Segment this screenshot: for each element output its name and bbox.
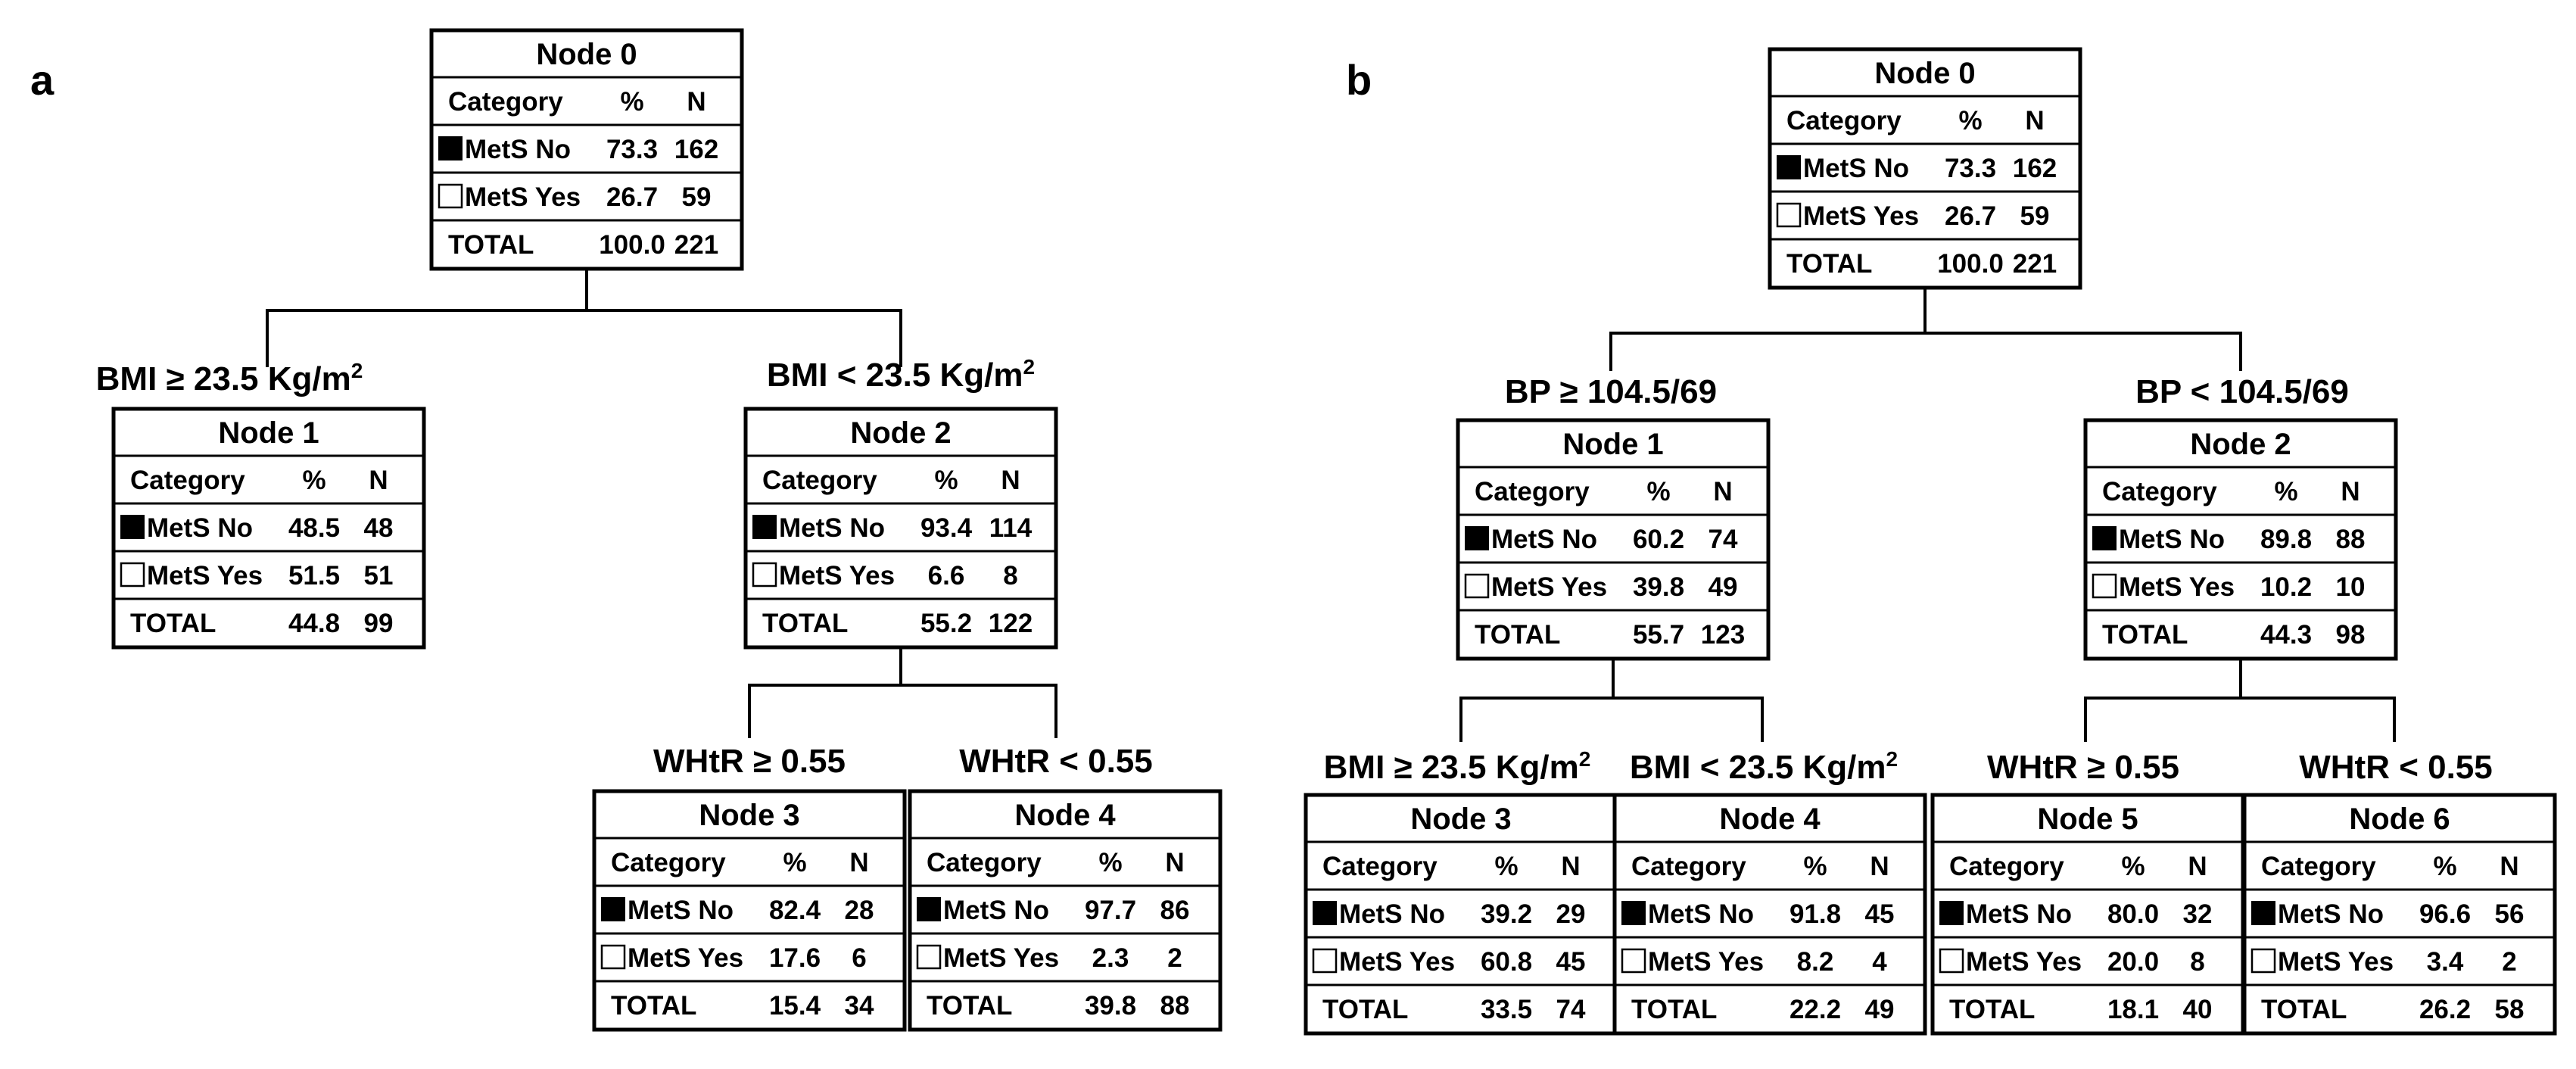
total-row-category: TOTAL — [2102, 620, 2188, 650]
node-title: Node 6 — [2349, 803, 2450, 836]
mets-yes-row-category: MetS Yes — [1966, 947, 2082, 977]
total-row-n: 88 — [1160, 991, 1190, 1021]
mets-yes-row-percent: 3.4 — [2426, 947, 2464, 977]
split-condition-label: BMI < 23.5 $Kg/m^2$ — [766, 355, 1036, 394]
node-box-b0 — [1770, 49, 2080, 288]
total-row-n: 58 — [2494, 995, 2525, 1024]
mets-no-row-category: MetS No — [2119, 525, 2225, 554]
total-row-percent: 55.2 — [920, 609, 973, 638]
header-row-category: Category — [927, 848, 1042, 877]
total-row-n: 98 — [2335, 620, 2366, 650]
mets-yes-row-percent: 2.3 — [1092, 943, 1129, 973]
mets-yes-row-n: 2 — [2502, 947, 2517, 977]
tree-connector — [749, 647, 1056, 738]
total-row-percent: 18.1 — [2107, 995, 2160, 1024]
mets-no-row-n: 162 — [2012, 154, 2057, 183]
node-title: Node 4 — [1014, 799, 1116, 832]
node-box-a0 — [431, 30, 742, 269]
node-box-a4 — [910, 791, 1220, 1030]
mets-no-row-percent: 39.2 — [1480, 899, 1533, 929]
total-row-percent: 55.7 — [1632, 620, 1685, 650]
total-row-category: TOTAL — [2261, 995, 2347, 1024]
mets-no-row-percent: 97.7 — [1084, 896, 1137, 925]
header-row-category: Category — [1786, 106, 1902, 136]
mets-no-row-category: MetS No — [779, 513, 885, 543]
mets-no-row-percent: 80.0 — [2107, 899, 2160, 929]
total-row-category: TOTAL — [1475, 620, 1561, 650]
mets-no-row-category: MetS No — [1803, 154, 1909, 183]
mets-no-row-category: MetS No — [2278, 899, 2384, 929]
node-title: Node 3 — [699, 799, 800, 832]
mets-yes-row-percent: 6.6 — [927, 561, 965, 591]
mets-no-row-category: MetS No — [1648, 899, 1754, 929]
node-box-b2 — [2085, 420, 2396, 659]
total-row-category: TOTAL — [762, 609, 849, 638]
header-row-percent: % — [1098, 848, 1123, 877]
header-row-category: Category — [611, 848, 726, 877]
node-title: Node 2 — [850, 416, 952, 450]
mets-no-row-percent: 73.3 — [606, 135, 659, 164]
header-row-n: N — [1165, 848, 1185, 877]
total-row-category: TOTAL — [611, 991, 697, 1021]
header-row-category: Category — [130, 466, 245, 495]
mets-no-row-category: MetS No — [628, 896, 734, 925]
empty-square-icon — [1466, 575, 1488, 597]
total-row-percent: 44.3 — [2260, 620, 2313, 650]
mets-yes-row-category: MetS Yes — [2278, 947, 2394, 977]
mets-yes-row-category: MetS Yes — [2119, 572, 2235, 602]
mets-no-row-n: 45 — [1864, 899, 1895, 929]
split-condition-label: BMI ≥ 23.5 $Kg/m^2$ — [1323, 747, 1591, 786]
mets-no-row-percent: 89.8 — [2260, 525, 2313, 554]
node-title: Node 4 — [1719, 803, 1821, 836]
node-title: Node 1 — [218, 416, 319, 450]
total-row-n: 74 — [1556, 995, 1586, 1024]
header-row-n: N — [1713, 477, 1733, 506]
mets-yes-row-n: 6 — [852, 943, 867, 973]
mets-no-row-category: MetS No — [1339, 899, 1445, 929]
mets-yes-row-n: 45 — [1556, 947, 1586, 977]
header-row-category: Category — [1322, 852, 1438, 881]
mets-no-row-n: 162 — [674, 135, 719, 164]
header-row-n: N — [2188, 852, 2207, 881]
total-row-category: TOTAL — [1786, 249, 1873, 279]
mets-no-row-n: 74 — [1708, 525, 1738, 554]
mets-no-row-n: 86 — [1160, 896, 1190, 925]
tree-connector — [1611, 288, 2241, 371]
mets-yes-row-percent: 60.8 — [1480, 947, 1533, 977]
empty-square-icon — [753, 563, 776, 586]
total-row-category: TOTAL — [1949, 995, 2036, 1024]
filled-square-icon — [1466, 527, 1488, 550]
split-condition-label: BMI < 23.5 $Kg/m^2$ — [1629, 747, 1899, 786]
header-row-category: Category — [2102, 477, 2217, 506]
header-row-percent: % — [302, 466, 326, 495]
mets-yes-row-category: MetS Yes — [1803, 201, 1920, 231]
mets-yes-row-category: MetS Yes — [147, 561, 263, 591]
mets-yes-row-percent: 51.5 — [288, 561, 341, 591]
filled-square-icon — [439, 137, 462, 160]
header-row-percent: % — [1646, 477, 1671, 506]
header-row-n: N — [1561, 852, 1581, 881]
header-row-percent: % — [934, 466, 958, 495]
mets-yes-row-percent: 26.7 — [606, 182, 659, 212]
panel-label-a: a — [30, 56, 55, 104]
mets-no-row-percent: 96.6 — [2419, 899, 2472, 929]
mets-no-row-percent: 48.5 — [288, 513, 341, 543]
total-row-percent: 22.2 — [1789, 995, 1842, 1024]
header-row-n: N — [1870, 852, 1889, 881]
header-row-percent: % — [1803, 852, 1827, 881]
empty-square-icon — [1622, 949, 1645, 972]
mets-no-row-percent: 73.3 — [1944, 154, 1997, 183]
mets-no-row-percent: 91.8 — [1789, 899, 1842, 929]
filled-square-icon — [2252, 902, 2275, 924]
mets-no-row-n: 88 — [2335, 525, 2366, 554]
header-row-n: N — [369, 466, 388, 495]
mets-yes-row-n: 2 — [1167, 943, 1182, 973]
mets-no-row-n: 114 — [989, 513, 1033, 543]
mets-no-row-category: MetS No — [1491, 525, 1597, 554]
node-box-b4 — [1615, 795, 1925, 1033]
filled-square-icon — [2093, 527, 2116, 550]
mets-yes-row-category: MetS Yes — [1491, 572, 1608, 602]
split-condition-label: BP < 104.5/69 — [2135, 373, 2349, 410]
mets-yes-row-n: 59 — [2020, 201, 2050, 231]
total-row-category: TOTAL — [1322, 995, 1409, 1024]
total-row-percent: 26.2 — [2419, 995, 2472, 1024]
node-box-b3 — [1306, 795, 1616, 1033]
empty-square-icon — [439, 185, 462, 207]
node-box-b5 — [1933, 795, 2243, 1033]
header-row-percent: % — [620, 87, 644, 117]
header-row-category: Category — [1631, 852, 1746, 881]
mets-no-row-category: MetS No — [147, 513, 253, 543]
empty-square-icon — [1313, 949, 1336, 972]
filled-square-icon — [1777, 156, 1800, 179]
header-row-category: Category — [1949, 852, 2064, 881]
header-row-percent: % — [1958, 106, 1983, 136]
mets-yes-row-percent: 26.7 — [1944, 201, 1997, 231]
split-condition-label: WHtR ≥ 0.55 — [653, 743, 846, 780]
split-condition-label: BP ≥ 104.5/69 — [1504, 373, 1718, 410]
total-row-n: 49 — [1864, 995, 1895, 1024]
mets-yes-row-category: MetS Yes — [943, 943, 1060, 973]
empty-square-icon — [2093, 575, 2116, 597]
header-row-percent: % — [783, 848, 807, 877]
filled-square-icon — [121, 516, 144, 538]
total-row-percent: 44.8 — [288, 609, 341, 638]
panel-label-b: b — [1346, 56, 1372, 104]
mets-yes-row-n: 59 — [681, 182, 712, 212]
filled-square-icon — [602, 898, 625, 921]
node-title: Node 0 — [1874, 57, 1976, 90]
empty-square-icon — [917, 946, 940, 968]
mets-yes-row-category: MetS Yes — [465, 182, 581, 212]
filled-square-icon — [753, 516, 776, 538]
mets-yes-row-category: MetS Yes — [1339, 947, 1456, 977]
empty-square-icon — [602, 946, 625, 968]
mets-no-row-n: 32 — [2182, 899, 2213, 929]
mets-yes-row-category: MetS Yes — [1648, 947, 1765, 977]
mets-yes-row-n: 4 — [1872, 947, 1887, 977]
total-row-n: 34 — [844, 991, 874, 1021]
total-row-category: TOTAL — [130, 609, 216, 638]
node-box-b6 — [2244, 795, 2555, 1033]
total-row-percent: 15.4 — [768, 991, 821, 1021]
split-condition-label: WHtR < 0.55 — [959, 743, 1153, 780]
empty-square-icon — [121, 563, 144, 586]
node-title: Node 0 — [536, 38, 637, 71]
header-row-n: N — [849, 848, 869, 877]
mets-no-row-n: 48 — [363, 513, 394, 543]
split-condition-label: WHtR ≥ 0.55 — [1987, 749, 2179, 786]
mets-no-row-percent: 93.4 — [920, 513, 973, 543]
header-row-n: N — [2500, 852, 2519, 881]
mets-yes-row-category: MetS Yes — [628, 943, 744, 973]
header-row-percent: % — [2433, 852, 2457, 881]
total-row-n: 99 — [363, 609, 394, 638]
total-row-category: TOTAL — [927, 991, 1013, 1021]
header-row-percent: % — [1494, 852, 1519, 881]
empty-square-icon — [1940, 949, 1963, 972]
header-row-n: N — [1001, 466, 1020, 495]
empty-square-icon — [1777, 204, 1800, 226]
mets-yes-row-n: 49 — [1708, 572, 1738, 602]
total-row-n: 221 — [2012, 249, 2057, 279]
split-condition-label: WHtR < 0.55 — [2299, 749, 2493, 786]
mets-yes-row-percent: 17.6 — [768, 943, 821, 973]
mets-yes-row-n: 51 — [363, 561, 394, 591]
mets-yes-row-category: MetS Yes — [779, 561, 896, 591]
mets-no-row-category: MetS No — [1966, 899, 2072, 929]
total-row-percent: 100.0 — [599, 230, 665, 260]
header-row-category: Category — [448, 87, 563, 117]
filled-square-icon — [1622, 902, 1645, 924]
total-row-n: 221 — [674, 230, 719, 260]
total-row-percent: 100.0 — [1937, 249, 2004, 279]
header-row-n: N — [2341, 477, 2360, 506]
tree-connector — [2085, 659, 2394, 742]
mets-no-row-category: MetS No — [943, 896, 1049, 925]
node-title: Node 5 — [2037, 803, 2138, 836]
header-row-percent: % — [2121, 852, 2145, 881]
mets-no-row-percent: 82.4 — [768, 896, 821, 925]
mets-yes-row-n: 10 — [2335, 572, 2366, 602]
mets-yes-row-n: 8 — [1003, 561, 1018, 591]
mets-no-row-n: 56 — [2494, 899, 2525, 929]
total-row-n: 40 — [2182, 995, 2213, 1024]
split-condition-label: BMI ≥ 23.5 $Kg/m^2$ — [95, 359, 363, 397]
filled-square-icon — [1313, 902, 1336, 924]
header-row-n: N — [2025, 106, 2045, 136]
node-title: Node 2 — [2190, 428, 2291, 461]
mets-yes-row-percent: 39.8 — [1632, 572, 1685, 602]
filled-square-icon — [1940, 902, 1963, 924]
filled-square-icon — [917, 898, 940, 921]
header-row-category: Category — [1475, 477, 1590, 506]
total-row-n: 122 — [988, 609, 1033, 638]
node-box-a3 — [594, 791, 905, 1030]
mets-yes-row-n: 8 — [2190, 947, 2205, 977]
node-title: Node 1 — [1562, 428, 1664, 461]
total-row-category: TOTAL — [1631, 995, 1718, 1024]
total-row-n: 123 — [1700, 620, 1746, 650]
header-row-percent: % — [2274, 477, 2298, 506]
total-row-percent: 33.5 — [1480, 995, 1533, 1024]
header-row-n: N — [687, 87, 706, 117]
empty-square-icon — [2252, 949, 2275, 972]
node-box-a2 — [746, 409, 1056, 647]
tree-connector — [267, 269, 901, 367]
header-row-category: Category — [2261, 852, 2376, 881]
mets-no-row-n: 28 — [844, 896, 874, 925]
total-row-percent: 39.8 — [1084, 991, 1137, 1021]
total-row-category: TOTAL — [448, 230, 534, 260]
mets-no-row-category: MetS No — [465, 135, 571, 164]
mets-no-row-n: 29 — [1556, 899, 1586, 929]
mets-no-row-percent: 60.2 — [1632, 525, 1685, 554]
tree-connector — [1461, 659, 1762, 742]
mets-yes-row-percent: 10.2 — [2260, 572, 2313, 602]
mets-yes-row-percent: 8.2 — [1796, 947, 1834, 977]
node-box-b1 — [1458, 420, 1768, 659]
mets-yes-row-percent: 20.0 — [2107, 947, 2160, 977]
header-row-category: Category — [762, 466, 877, 495]
node-box-a1 — [114, 409, 424, 647]
node-title: Node 3 — [1410, 803, 1512, 836]
